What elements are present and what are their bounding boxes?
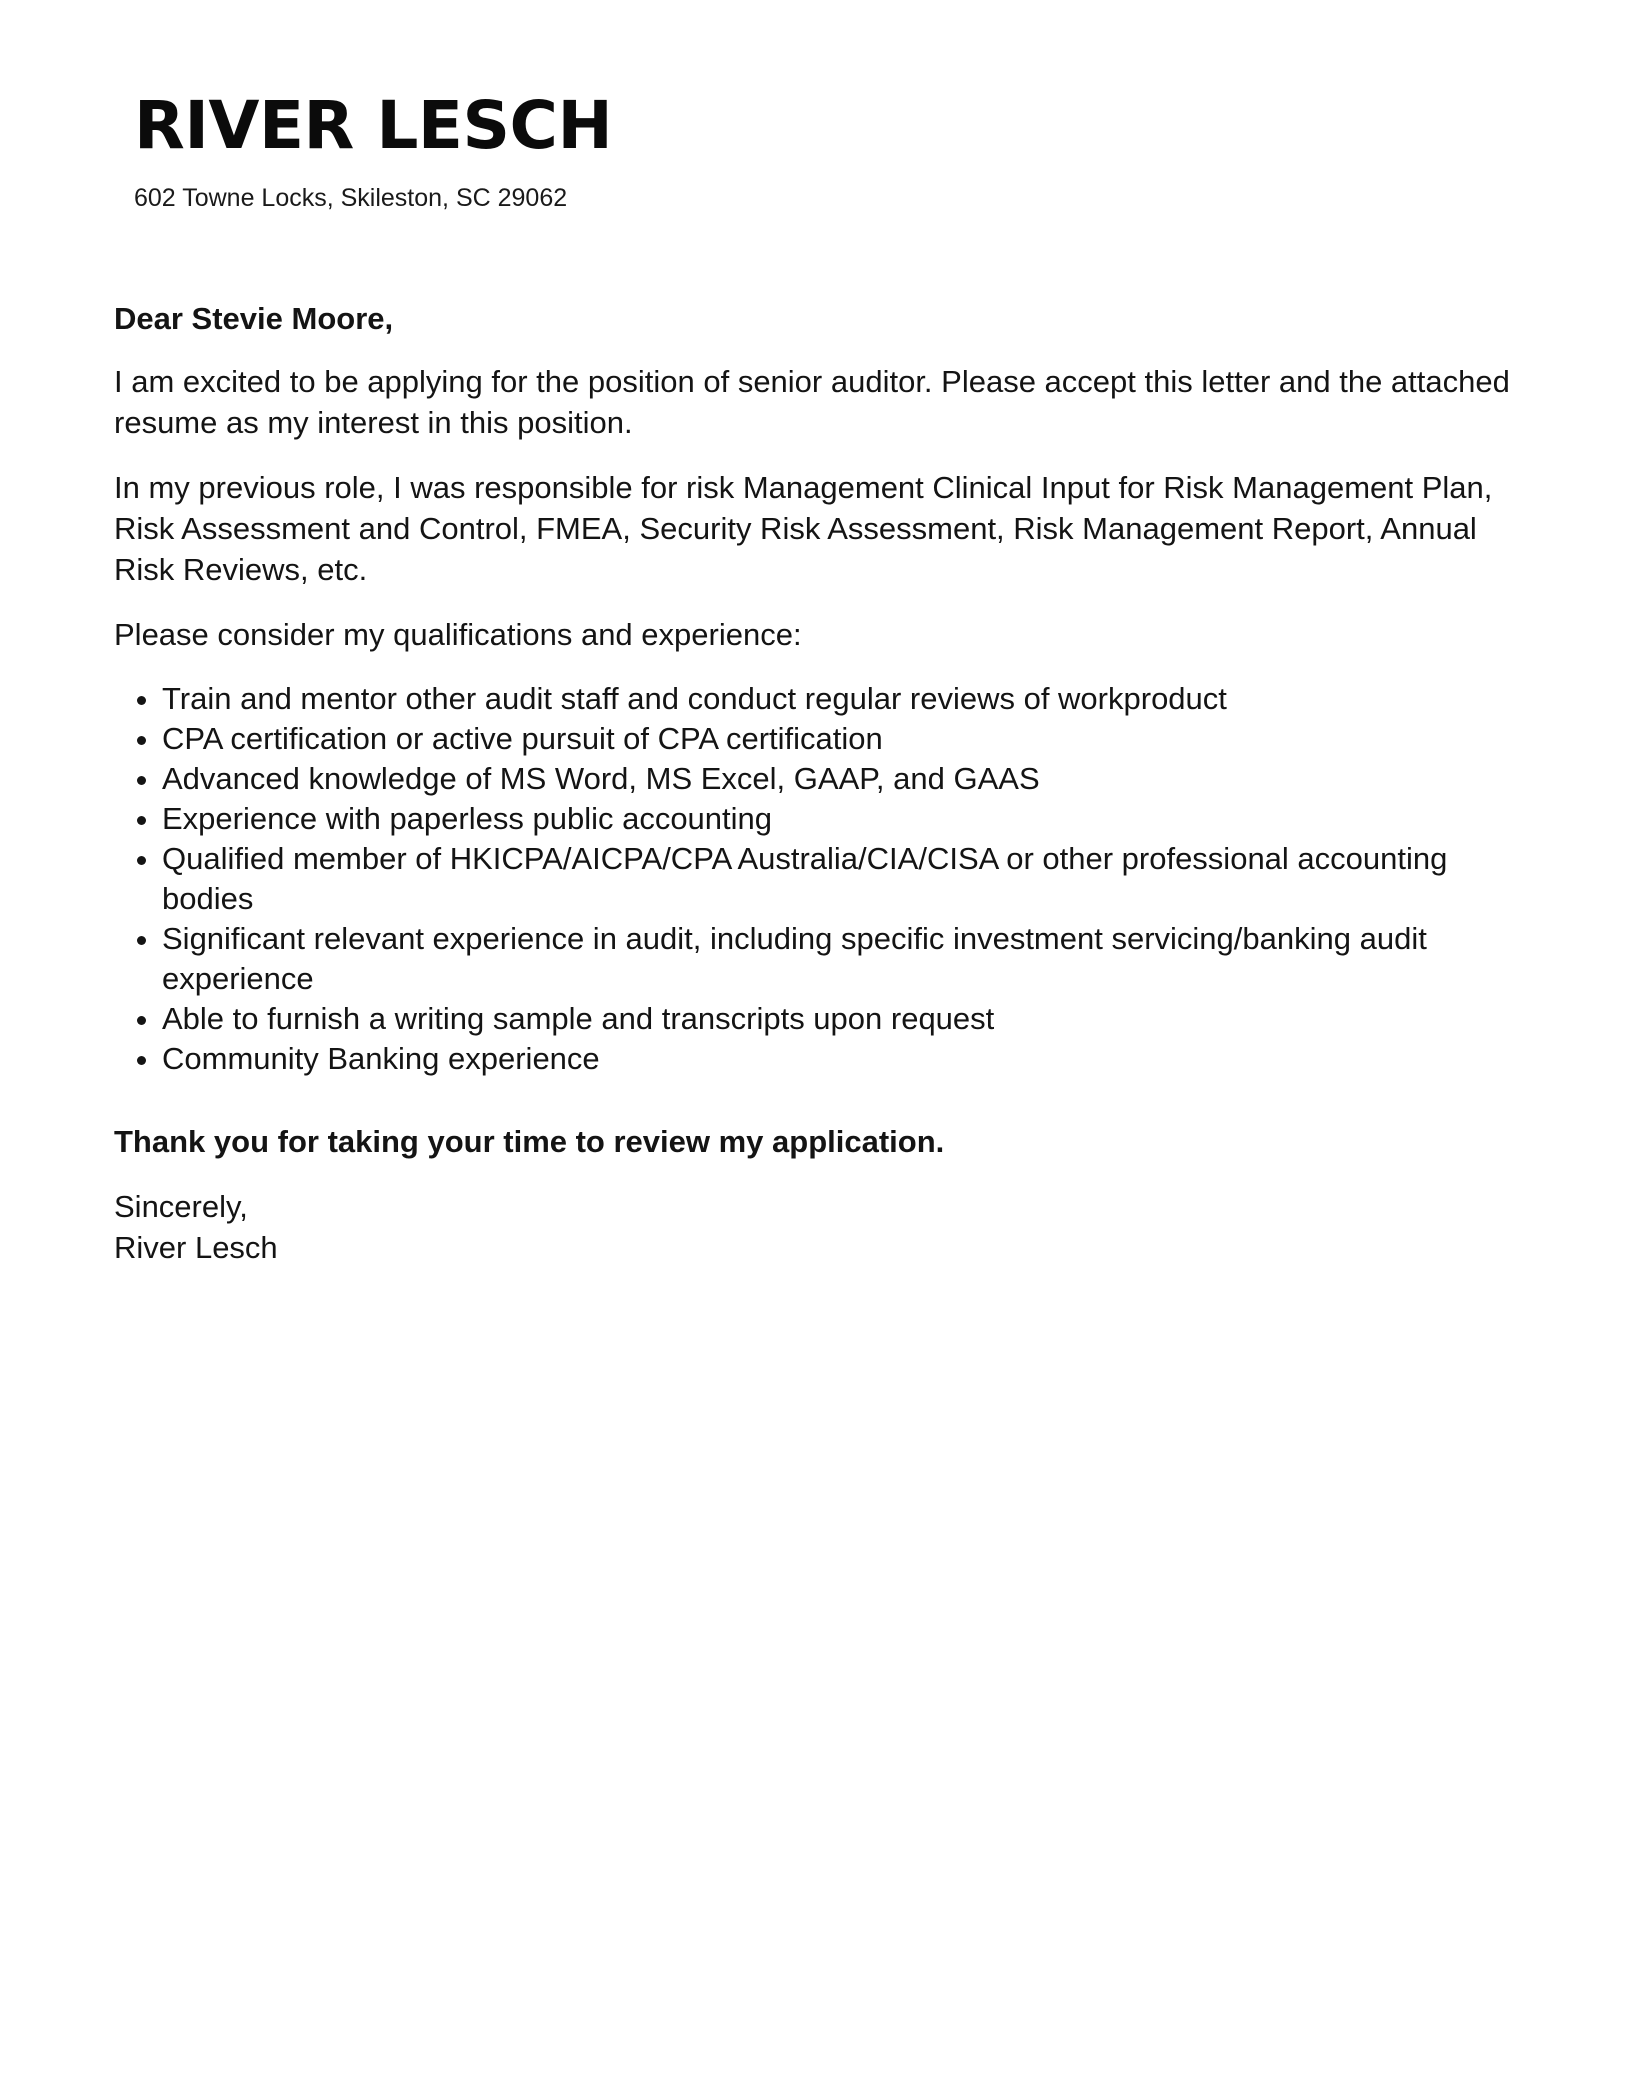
signoff-block xyxy=(114,1186,1534,1268)
list-item: • Train and mentor other audit staff and conduct regular reviews of workproduct xyxy=(162,679,1534,719)
salutation: Dear Stevie Moore, xyxy=(114,301,394,336)
signature: River Lesch xyxy=(114,1230,278,1265)
list-item: • Advanced knowledge of MS Word, MS Excel, GAAP, and GAAS xyxy=(162,759,1534,799)
list-item: • Community Banking experience xyxy=(162,1039,1534,1079)
list-item: • Able to furnish a writing sample and transcripts upon request xyxy=(162,999,1534,1039)
letter-header xyxy=(134,86,612,214)
experience-paragraph: In my previous role, I was responsible for risk Management Clinical Input for Risk Management Plan, Risk Assessment and Control, FMEA, Security Risk Assessment, Risk Management Report, Annual Risk Reviews, etc. xyxy=(114,470,1493,587)
qualifications-list xyxy=(114,679,1534,1079)
list-item: • Significant relevant experience in audit, including specific investment servicing/banking audit experience xyxy=(162,919,1534,999)
list-item: • CPA certification or active pursuit of CPA certification xyxy=(162,719,1534,759)
intro-paragraph: I am excited to be applying for the position of senior auditor. Please accept this letter and the attached resume as my interest in this position. xyxy=(114,364,1510,440)
applicant-name: RIVER LESCH xyxy=(134,87,613,164)
list-item: • Experience with paperless public accounting xyxy=(162,799,1534,839)
applicant-address: 602 Towne Locks, Skileston, SC 29062 xyxy=(134,184,568,212)
signoff: Sincerely, xyxy=(114,1189,248,1224)
letter-body xyxy=(114,298,1534,1268)
closing-line: Thank you for taking your time to review my application. xyxy=(114,1124,945,1159)
qualifications-intro: Please consider my qualifications and experience: xyxy=(114,617,802,652)
list-item: • Qualified member of HKICPA/AICPA/CPA Australia/CIA/CISA or other professional accounting bodies xyxy=(162,839,1534,919)
